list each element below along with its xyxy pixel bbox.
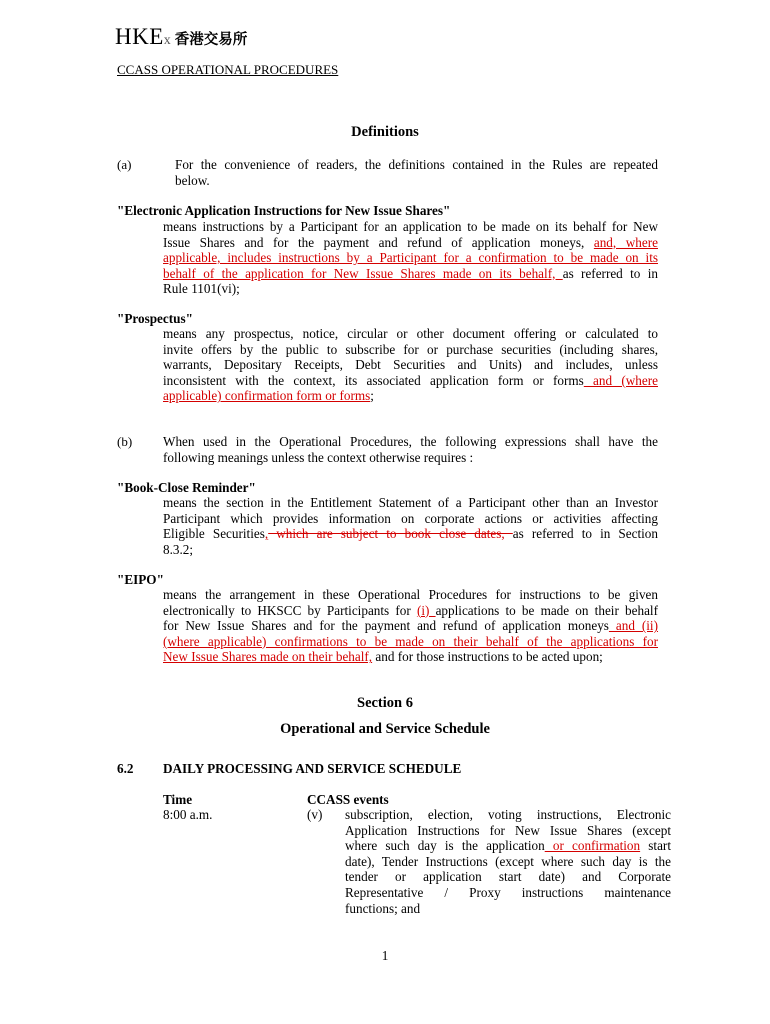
definition-eipo: means the arrangement in these Operational Procedures for instructions to be given electronically to HKSCC by Participants for (i) applications to be made on their behalf for New Issue Shares and for the payment and refund of application moneys and (ii) (where applicable) confirmations to be made on their behalf of the applications for New Issue Shares made on their behalf, and for those instructions to be acted upon; [163, 587, 658, 665]
inserted-text: applicable) confirmation form or forms [163, 388, 371, 404]
definition-book-close-reminder: means the section in the Entitlement Statement of a Participant other than an Investor Participant which provides information on corporate actions or activities affecting Eligible Securities, which are subject to book close dates, as referred to in Section 8.3.2; [163, 495, 658, 557]
inserted-text: or confirmation [544, 838, 641, 854]
inserted-text: , [264, 526, 269, 542]
deleted-text: which are subject to book close dates, [268, 526, 513, 542]
term-prospectus: "Prospectus" [117, 311, 193, 326]
term-book-close-reminder: "Book-Close Reminder" [117, 480, 256, 495]
para-b-label: (b) [117, 434, 133, 449]
inserted-text: (i) [416, 602, 436, 618]
para-a-label: (a) [117, 157, 132, 172]
section-subtitle: Operational and Service Schedule [280, 721, 490, 737]
logo-chinese-name: 香港交易所 [174, 32, 248, 48]
inserted-text: (where applicable) confirmations to be made on their behalf of the applications for [163, 633, 658, 649]
inserted-text: New Issue Shares made on their behalf, [163, 649, 373, 665]
inserted-text: and (where [583, 372, 658, 388]
definition-electronic-application-instructions: means instructions by a Participant for an application to be made on its behalf for New Issue Shares and for the payment and refund of application moneys, and, where applicable, includes instructions by a Participant for a confirmation to be made on its behalf of the application for New Issue Shares made on its behalf, as referred to in Rule 1101(vi); [163, 219, 658, 297]
subsection-title: DAILY PROCESSING AND SERVICE SCHEDULE [163, 761, 462, 776]
logo-brand: HKE [115, 24, 164, 49]
event-item-label: (v) [307, 807, 323, 822]
subsection-number: 6.2 [117, 761, 134, 776]
inserted-text: and (ii) [608, 618, 658, 634]
document-header: CCASS OPERATIONAL PROCEDURES [117, 62, 339, 77]
term-electronic-application-instructions: "Electronic Application Instructions for New Issue Shares" [117, 203, 451, 218]
page-number: 1 [381, 948, 389, 963]
inserted-text: behalf of the application for New Issue Shares made on its behalf, [163, 265, 563, 281]
logo-brand-x: x [163, 33, 171, 48]
section-title: Section 6 [357, 695, 413, 711]
inserted-text: applicable, includes instructions by a Participant for a confirmation to be made on its [163, 250, 658, 266]
event-item-text: subscription, election, voting instructions, Electronic Application Instructions for New Issue Shares (except where such day is the application or confirmation start date), Tender Instructions (except where such day is the tender or application start date) and Corporate Representative / Proxy instructions maintenance functions; and [345, 807, 671, 916]
para-b-text: When used in the Operational Procedures, the following expressions shall have the following meanings unless the context otherwise requires : [163, 434, 658, 465]
para-a-text: For the convenience of readers, the definitions contained in the Rules are repeated below. [175, 157, 658, 188]
column-header-time: Time [163, 792, 193, 807]
column-header-ccass-events: CCASS events [307, 792, 389, 807]
definitions-heading: Definitions [351, 124, 419, 140]
inserted-text: and, where [593, 234, 658, 250]
time-value: 8:00 a.m. [163, 807, 213, 822]
term-eipo: "EIPO" [117, 572, 164, 587]
definition-prospectus: means any prospectus, notice, circular or other document offering or calculated to invite offers by the public to subscribe for or purchase securities (including shares, warrants, Depositary Receipts, Debt Securities and Units) and includes, unless inconsistent with the context, its associated application form or forms and (where applicable) confirmation form or forms; [163, 326, 658, 404]
hkex-logo [115, 24, 247, 50]
